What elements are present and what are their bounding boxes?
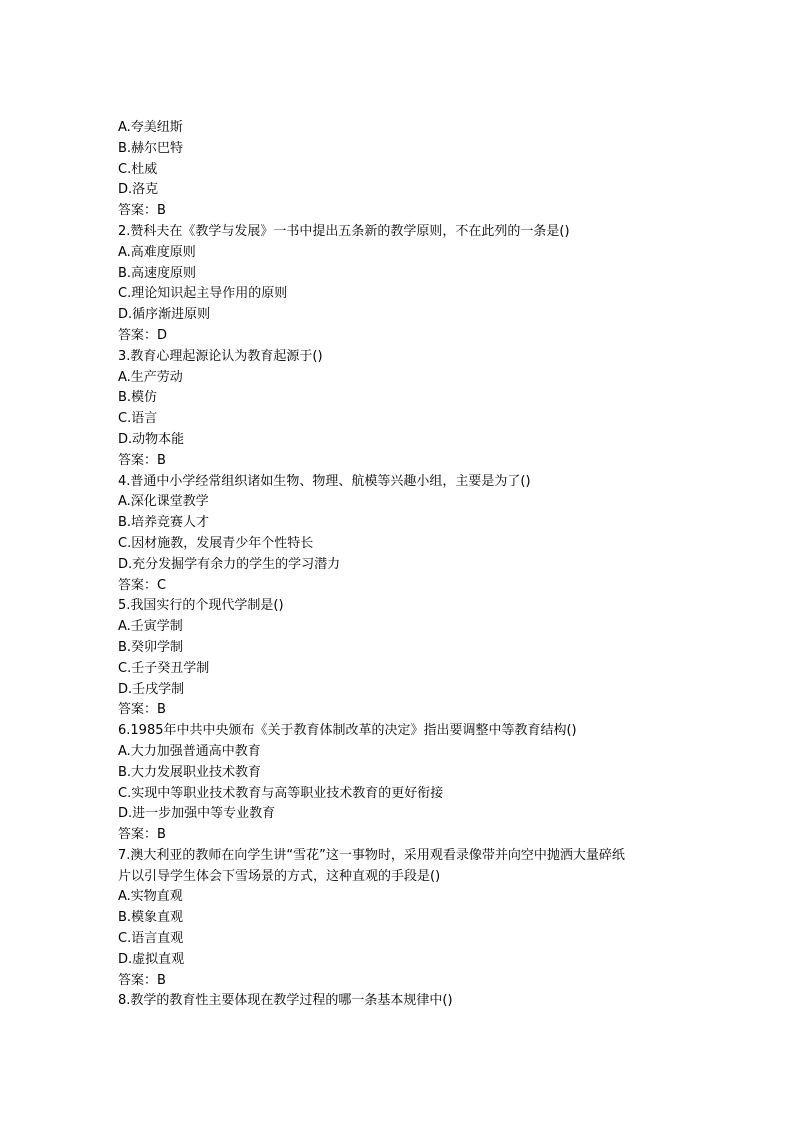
answer: 答案：D [118, 327, 168, 343]
option-b: B.模仿 [118, 390, 158, 406]
option-c: C.语言 [118, 411, 158, 427]
option-d: D.循序渐进原则 [118, 307, 211, 323]
answer: 答案：C [118, 577, 167, 593]
option-c: C.实现中等职业技术教育与高等职业技术教育的更好衔接 [118, 785, 444, 801]
option-b: B.培养竞赛人才 [118, 515, 210, 531]
option-d: D.洛克 [118, 182, 159, 198]
answer: 答案：B [118, 702, 166, 718]
option-a: A.实物直观 [118, 889, 183, 905]
option-d: D.虚拟直观 [118, 951, 185, 967]
option-d: D.壬戌学制 [118, 681, 185, 697]
option-d: D.进一步加强中等专业教育 [118, 806, 276, 822]
option-b: B.大力发展职业技术教育 [118, 764, 262, 780]
option-a: A.生产劳动 [118, 369, 183, 385]
option-b: B.癸卯学制 [118, 639, 184, 655]
option-d: D.动物本能 [118, 431, 185, 447]
option-c: C.壬子癸丑学制 [118, 660, 210, 676]
option-c: C.语言直观 [118, 931, 184, 947]
document-page [118, 118, 698, 1012]
question-5: 5.我国实行的个现代学制是() [118, 598, 284, 614]
option-a: A.高难度原则 [118, 244, 196, 260]
answer: 答案：B [118, 827, 166, 843]
option-b: B.模象直观 [118, 910, 184, 926]
option-c: C.理论知识起主导作用的原则 [118, 286, 288, 302]
question-2: 2.赞科夫在《教学与发展》一书中提出五条新的教学原则，不在此列的一条是() [118, 223, 570, 239]
option-c: C.杜威 [118, 161, 158, 177]
option-c: C.因材施教，发展青少年个性特长 [118, 535, 314, 551]
option-a: A.深化课堂教学 [118, 494, 209, 510]
answer: 答案：B [118, 203, 166, 219]
option-a: A.夸美纽斯 [118, 120, 183, 135]
answer: 答案：B [118, 452, 166, 468]
option-a: A.壬寅学制 [118, 619, 183, 635]
option-b: B.赫尔巴特 [118, 140, 184, 156]
question-6: 6.1985年中共中央颁布《关于教育体制改革的决定》指出要调整中等教育结构() [118, 723, 577, 739]
answer: 答案：B [118, 972, 166, 988]
question-7-line-1: 7.澳大利亚的教师在向学生讲“雪花”这一事物时，采用观看录像带并向空中抛洒大量碎纸 [118, 847, 625, 863]
question-7-line-2: 片以引导学生体会下雪场景的方式，这种直观的手段是() [118, 868, 441, 884]
question-3: 3.教育心理起源论认为教育起源于() [118, 348, 323, 364]
option-a: A.大力加强普通高中教育 [118, 743, 261, 759]
option-b: B.高速度原则 [118, 265, 197, 281]
question-4: 4.普通中小学经常组织诸如生物、物理、航模等兴趣小组，主要是为了() [118, 473, 531, 489]
option-d: D.充分发掘学有余力的学生的学习潜力 [118, 556, 341, 572]
question-8: 8.教学的教育性主要体现在教学过程的哪一条基本规律中() [118, 993, 453, 1009]
